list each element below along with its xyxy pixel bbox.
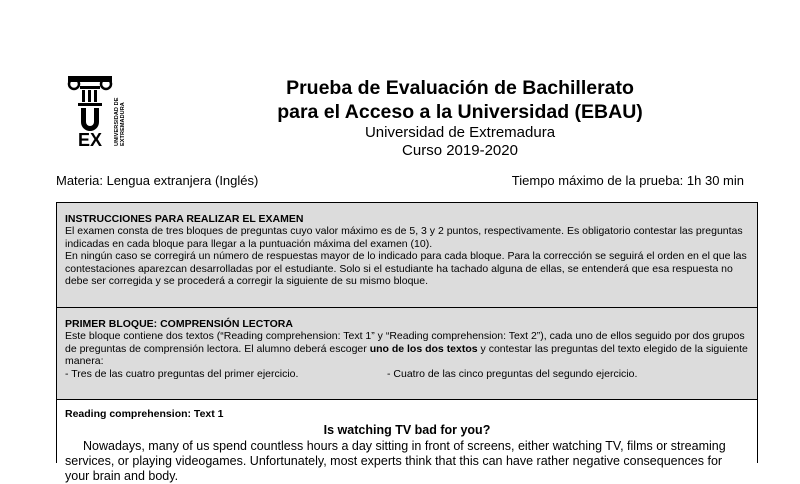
option-exercise-1: - Tres de las cuatro preguntas del primer ejercicio.	[65, 367, 299, 380]
first-block-heading: PRIMER BLOQUE: COMPRENSIÓN LECTORA	[65, 318, 293, 330]
title-line-1: Prueba de Evaluación de Bachillerato	[286, 77, 634, 99]
logo-vertical-text: UNIVERSIDAD DE EXTREMADURA	[114, 97, 126, 146]
option-exercise-2: - Cuatro de las cinco preguntas del segundo ejercicio.	[387, 367, 638, 380]
university-emblem-icon	[66, 70, 116, 150]
reading-text-1-box	[57, 400, 757, 484]
exam-content	[56, 202, 758, 483]
instructions-paragraph-2: En ningún caso se corregirá un número de respuestas mayor de lo indicado para cada bloque. Para la corrección se seguirá el orden en el que las contestaciones aparezcan desarrolladas por el estudiante. Solo si el estudiante ha tachado alguna de ellas, se entenderá que esa respuesta no debe ser corregida y se procederá a corregir la siguiente de su mismo bloque.	[65, 250, 747, 288]
first-block-emphasis: uno de los dos textos	[369, 342, 478, 355]
document-header	[200, 76, 720, 160]
instructions-heading: INSTRUCCIONES PARA REALIZAR EL EXAMEN	[65, 213, 304, 225]
reading-paragraph: Nowadays, many of us spend countless hours a day sitting in front of screens, either watching TV, films or streaming services, or playing videogames. Unfortunately, most experts think that this can have rather negative consequences for your brain and body.	[65, 439, 726, 483]
reading-title: Is watching TV bad for you?	[323, 423, 491, 437]
university-name: Universidad de Extremadura	[364, 124, 556, 141]
first-block-text-end: y contestar las preguntas del texto elegido de la siguiente manera:	[65, 342, 748, 368]
exam-time-label: Tiempo máximo de la prueba: 1h 30 min	[511, 173, 744, 188]
subject-label: Materia: Lengua extranjera (Inglés)	[56, 173, 259, 188]
instructions-paragraph-1: El examen consta de tres bloques de preguntas cuyo valor máximo es de 5, 3 y 2 puntos, respectivamente. Es obligatorio contestar las preguntas indicadas en cada bloque para llegar a la puntuación máxima del examen (10).	[65, 225, 743, 250]
reading-text-1-label: Reading comprehension: Text 1	[65, 408, 224, 420]
first-block-options	[65, 368, 749, 380]
svg-text:EX: EX	[77, 130, 103, 150]
course-year: Curso 2019-2020	[402, 142, 518, 159]
first-block-paragraph	[65, 330, 749, 367]
first-block-box	[57, 308, 757, 400]
first-block-text: Este bloque contiene dos textos (“Reading comprehension: Text 1” y “Reading comprehension: Text 2”), cada uno de ellos seguido por dos grupos de preguntas de comprensión lectora. El alumno deberá escoger	[65, 330, 745, 355]
title-line-2: para el Acceso a la Universidad (EBAU)	[277, 101, 643, 123]
instructions-box	[57, 203, 757, 308]
